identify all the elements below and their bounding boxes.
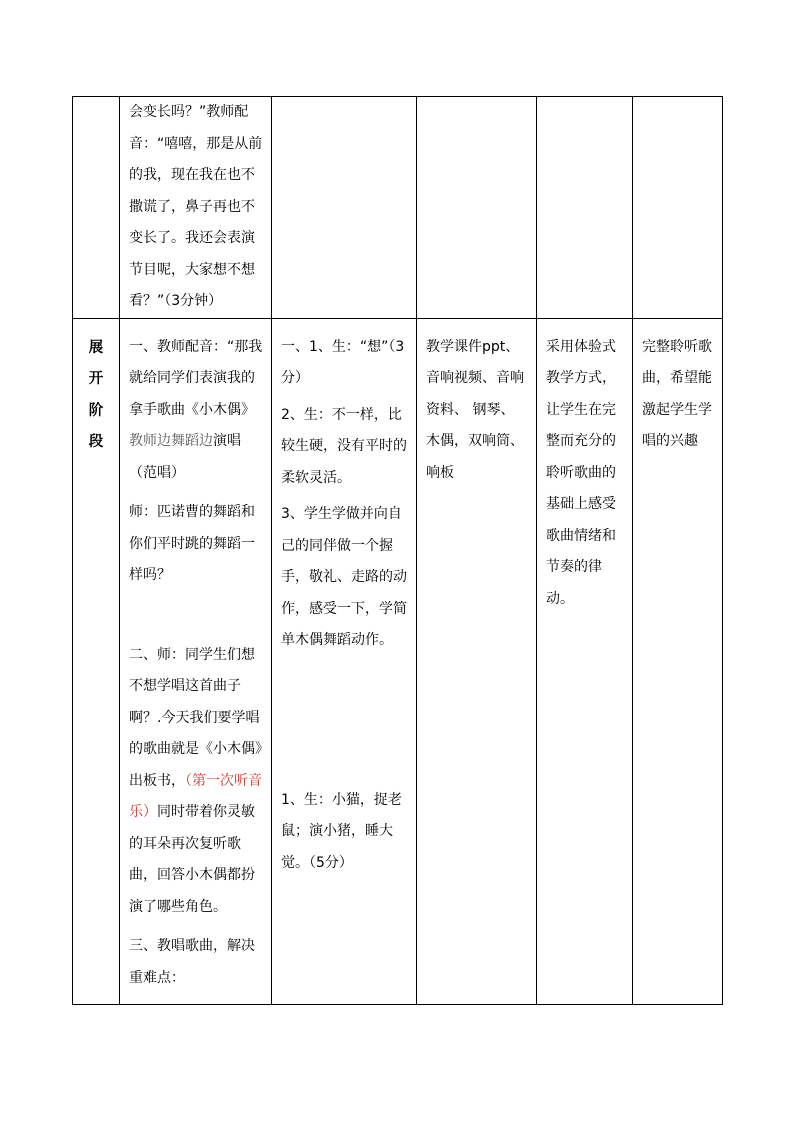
teacher-activity-cell	[120, 97, 272, 319]
design-cell-empty	[537, 97, 633, 319]
teacher-activity-cell	[120, 318, 272, 1004]
teacher-step-one: 一、教师配音：“那我就给同学们表演我的拿手歌曲《小木偶》教师边舞蹈边演唱（范唱）	[129, 338, 263, 481]
student-response-one: 一、1、生：“想”（3分）	[281, 338, 405, 386]
stage-cell-empty	[73, 97, 120, 319]
media-cell-empty	[417, 97, 537, 319]
teacher-question: 师：匹诺曹的舞蹈和你们平时跳的舞蹈一样吗？	[129, 504, 255, 583]
intent-cell-empty	[633, 97, 723, 319]
student-activity-cell	[272, 318, 417, 1004]
stage-char: 段	[88, 434, 104, 450]
design-intent-cell	[633, 318, 723, 1004]
lesson-plan-table	[72, 96, 723, 1005]
teacher-dialogue-text: 会变长吗？”教师配音：“嘻嘻，那是从前的我，现在我在也不撒谎了，鼻子再也不变长了。我还会表演节目呢，大家想不想看？”（3分钟）	[129, 104, 263, 309]
listening-note: （第一次听音乐）	[129, 772, 262, 820]
teaching-media-cell	[417, 318, 537, 1004]
student-activity-cell-empty	[272, 97, 417, 319]
table-row-development-stage	[73, 318, 723, 1004]
teacher-step-two: 二、师：同学生们想不想学唱这首曲子啊？.今天我们要学唱的歌曲就是《小木偶》出板书，（第一次听音乐）同时带着你灵敏的耳朵再次复听歌曲，回答小木偶都扮演了哪些角色。	[129, 646, 262, 915]
stage-label-cell	[73, 318, 120, 1004]
design-intent-text: 完整聆听歌曲，希望能激起学生学唱的兴趣	[642, 338, 712, 449]
teaching-media-text: 教学课件ppt、音响视频、音响资料、 钢琴、木偶，双响筒、响板	[426, 338, 524, 481]
teacher-step-three: 三、教唱歌曲，解决重难点：	[129, 938, 255, 986]
student-response-two: 2、生：不一样，比较生硬，没有平时的柔软灵活。	[281, 406, 407, 486]
design-rationale-cell	[537, 318, 633, 1004]
student-response-three: 3、学生学做并向自己的同伴做一个握手，敬礼、走路的动作，感受一下，学简单木偶舞蹈动作。	[281, 506, 407, 648]
stage-char: 阶	[88, 402, 104, 419]
stage-char: 展	[88, 339, 104, 356]
table-row-continuation	[73, 97, 723, 319]
student-response-four: 1、生：小猫，捉老鼠；演小猪，睡大觉。（5分）	[281, 791, 402, 871]
design-rationale-text: 采用体验式教学方式，让学生在完整而充分的聆听歌曲的基础上感受歌曲情绪和节奏的律动。	[546, 338, 616, 607]
stage-char: 开	[88, 371, 104, 387]
